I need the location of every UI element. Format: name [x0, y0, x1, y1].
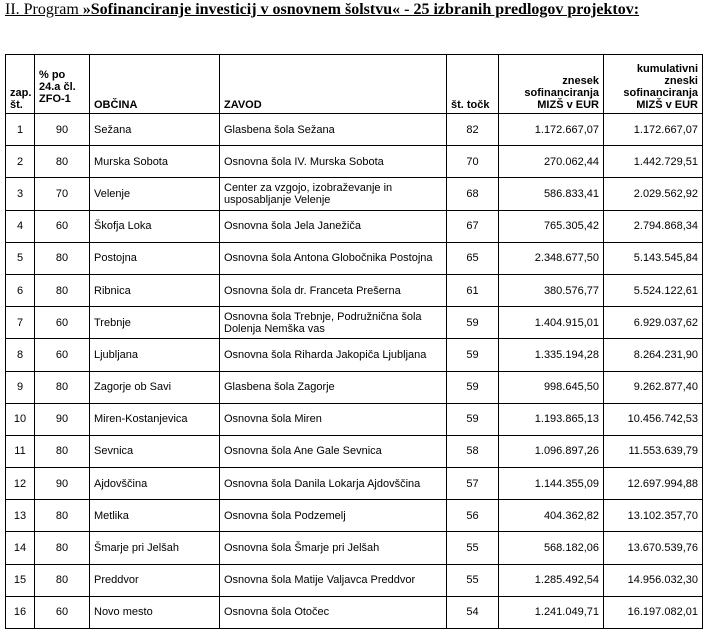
- cell-zavod: Osnovna šola Otočec: [220, 596, 447, 628]
- cell-znesek: 586.833,41: [499, 178, 604, 210]
- cell-pct: 60: [35, 596, 90, 628]
- page-heading: [5, 1, 702, 19]
- cell-znesek: 2.348.677,50: [499, 242, 604, 274]
- cell-pct: 60: [35, 210, 90, 242]
- cell-pct: 90: [35, 468, 90, 500]
- cell-tock: 70: [447, 146, 499, 178]
- cell-zavod: Osnovna šola Miren: [220, 403, 447, 435]
- cell-tock: 67: [447, 210, 499, 242]
- table-row: [6, 178, 703, 210]
- table-row: [6, 210, 703, 242]
- cell-obcina: Sevnica: [90, 435, 220, 467]
- cell-zavod: Osnovna šola Matije Valjavca Preddvor: [220, 564, 447, 596]
- cell-zap: 2: [6, 146, 35, 178]
- cell-obcina: Ribnica: [90, 274, 220, 306]
- table-row: [6, 403, 703, 435]
- cell-obcina: Miren-Kostanjevica: [90, 403, 220, 435]
- cell-tock: 55: [447, 532, 499, 564]
- cell-zap: 6: [6, 274, 35, 306]
- cell-zavod: Osnovna šola Riharda Jakopiča Ljubljana: [220, 339, 447, 371]
- cell-znesek: 1.193.865,13: [499, 403, 604, 435]
- table-row: [6, 307, 703, 339]
- table-row: [6, 532, 703, 564]
- cell-zap: 1: [6, 114, 35, 146]
- table-row: [6, 146, 703, 178]
- cell-kumul: 10.456.742,53: [604, 403, 703, 435]
- cell-kumul: 16.197.082,01: [604, 596, 703, 628]
- cell-kumul: 14.956.032,30: [604, 564, 703, 596]
- cell-kumul: 1.172.667,07: [604, 114, 703, 146]
- cell-tock: 54: [447, 596, 499, 628]
- cell-pct: 80: [35, 146, 90, 178]
- cell-obcina: Šmarje pri Jelšah: [90, 532, 220, 564]
- cell-pct: 80: [35, 371, 90, 403]
- cell-kumul: 9.262.877,40: [604, 371, 703, 403]
- cell-obcina: Sežana: [90, 114, 220, 146]
- cell-znesek: 1.285.492,54: [499, 564, 604, 596]
- cell-zavod: Glasbena šola Sežana: [220, 114, 447, 146]
- cell-zap: 16: [6, 596, 35, 628]
- cell-znesek: 380.576,77: [499, 274, 604, 306]
- cell-kumul: 1.442.729,51: [604, 146, 703, 178]
- cell-znesek: 998.645,50: [499, 371, 604, 403]
- cell-obcina: Metlika: [90, 500, 220, 532]
- cell-tock: 61: [447, 274, 499, 306]
- cell-tock: 59: [447, 403, 499, 435]
- cell-tock: 56: [447, 500, 499, 532]
- cell-tock: 65: [447, 242, 499, 274]
- cell-pct: 70: [35, 178, 90, 210]
- cell-pct: 90: [35, 114, 90, 146]
- cell-zap: 10: [6, 403, 35, 435]
- cell-zap: 5: [6, 242, 35, 274]
- cell-tock: 55: [447, 564, 499, 596]
- cell-pct: 60: [35, 307, 90, 339]
- cell-tock: 68: [447, 178, 499, 210]
- cell-kumul: 6.929.037,62: [604, 307, 703, 339]
- cell-zavod: Osnovna šola dr. Franceta Prešerna: [220, 274, 447, 306]
- cell-zavod: Osnovna šola IV. Murska Sobota: [220, 146, 447, 178]
- table-row: [6, 596, 703, 628]
- cell-kumul: 13.670.539,76: [604, 532, 703, 564]
- col-header-tock: št. točk: [447, 55, 499, 114]
- cell-zap: 4: [6, 210, 35, 242]
- cell-pct: 80: [35, 242, 90, 274]
- cell-zap: 3: [6, 178, 35, 210]
- table-row: [6, 435, 703, 467]
- table-row: [6, 242, 703, 274]
- cell-zavod: Osnovna šola Jela Janežiča: [220, 210, 447, 242]
- cell-pct: 80: [35, 564, 90, 596]
- cell-zavod: Osnovna šola Danila Lokarja Ajdovščina: [220, 468, 447, 500]
- cell-znesek: 568.182,06: [499, 532, 604, 564]
- cell-obcina: Preddvor: [90, 564, 220, 596]
- cell-kumul: 11.553.639,79: [604, 435, 703, 467]
- cell-tock: 57: [447, 468, 499, 500]
- table-row: [6, 468, 703, 500]
- table-row: [6, 114, 703, 146]
- col-header-obcina: OBČINA: [90, 55, 220, 114]
- cell-zap: 12: [6, 468, 35, 500]
- cell-tock: 59: [447, 339, 499, 371]
- cell-znesek: 1.096.897,26: [499, 435, 604, 467]
- table-header-row: [6, 55, 703, 114]
- table-row: [6, 339, 703, 371]
- cell-kumul: 2.794.868,34: [604, 210, 703, 242]
- cell-kumul: 8.264.231,90: [604, 339, 703, 371]
- cell-obcina: Murska Sobota: [90, 146, 220, 178]
- cell-zavod: Osnovna šola Antona Globočnika Postojna: [220, 242, 447, 274]
- col-header-zap: zap. št.: [6, 55, 35, 114]
- cell-pct: 60: [35, 339, 90, 371]
- table-row: [6, 564, 703, 596]
- cell-kumul: 13.102.357,70: [604, 500, 703, 532]
- table-row: [6, 371, 703, 403]
- cell-pct: 80: [35, 500, 90, 532]
- cell-obcina: Zagorje ob Savi: [90, 371, 220, 403]
- cell-zap: 8: [6, 339, 35, 371]
- cell-obcina: Velenje: [90, 178, 220, 210]
- cell-kumul: 2.029.562,92: [604, 178, 703, 210]
- cell-zap: 11: [6, 435, 35, 467]
- cell-znesek: 1.404.915,01: [499, 307, 604, 339]
- cell-obcina: Postojna: [90, 242, 220, 274]
- cell-pct: 80: [35, 435, 90, 467]
- projects-table: [5, 54, 703, 629]
- col-header-kumul: kumulativni zneski sofinanciranja MIZŠ v EUR: [604, 55, 703, 114]
- heading-suffix: :: [633, 1, 640, 18]
- heading-program-title: »Sofinanciranje investicij v osnovnem šolstvu« - 25 izbranih predlogov projektov: [82, 1, 634, 18]
- col-header-zavod: ZAVOD: [220, 55, 447, 114]
- cell-zavod: Glasbena šola Zagorje: [220, 371, 447, 403]
- col-header-znesek: znesek sofinanciranja MIZŠ v EUR: [499, 55, 604, 114]
- cell-obcina: Ajdovščina: [90, 468, 220, 500]
- cell-znesek: 765.305,42: [499, 210, 604, 242]
- table-row: [6, 274, 703, 306]
- col-header-pct: % po 24.a čl. ZFO-1: [35, 55, 90, 114]
- cell-znesek: 270.062,44: [499, 146, 604, 178]
- cell-zap: 14: [6, 532, 35, 564]
- cell-pct: 90: [35, 403, 90, 435]
- cell-pct: 80: [35, 274, 90, 306]
- table-row: [6, 500, 703, 532]
- cell-znesek: 1.172.667,07: [499, 114, 604, 146]
- cell-tock: 59: [447, 371, 499, 403]
- cell-znesek: 1.335.194,28: [499, 339, 604, 371]
- cell-zavod: Osnovna šola Šmarje pri Jelšah: [220, 532, 447, 564]
- cell-zap: 9: [6, 371, 35, 403]
- cell-obcina: Ljubljana: [90, 339, 220, 371]
- cell-pct: 80: [35, 532, 90, 564]
- cell-kumul: 12.697.994,88: [604, 468, 703, 500]
- cell-obcina: Trebnje: [90, 307, 220, 339]
- cell-kumul: 5.524.122,61: [604, 274, 703, 306]
- cell-znesek: 1.144.355,09: [499, 468, 604, 500]
- cell-tock: 82: [447, 114, 499, 146]
- cell-obcina: Škofja Loka: [90, 210, 220, 242]
- cell-zavod: Osnovna šola Podzemelj: [220, 500, 447, 532]
- cell-tock: 58: [447, 435, 499, 467]
- cell-zavod: Osnovna šola Ane Gale Sevnica: [220, 435, 447, 467]
- heading-prefix: II. Program: [5, 1, 83, 18]
- cell-zap: 15: [6, 564, 35, 596]
- cell-znesek: 404.362,82: [499, 500, 604, 532]
- cell-obcina: Novo mesto: [90, 596, 220, 628]
- cell-zavod: Center za vzgojo, izobraževanje in usposabljanje Velenje: [220, 178, 447, 210]
- cell-zavod: Osnovna šola Trebnje, Podružnična šola Dolenja Nemška vas: [220, 307, 447, 339]
- cell-kumul: 5.143.545,84: [604, 242, 703, 274]
- cell-znesek: 1.241.049,71: [499, 596, 604, 628]
- cell-zap: 7: [6, 307, 35, 339]
- cell-tock: 59: [447, 307, 499, 339]
- cell-zap: 13: [6, 500, 35, 532]
